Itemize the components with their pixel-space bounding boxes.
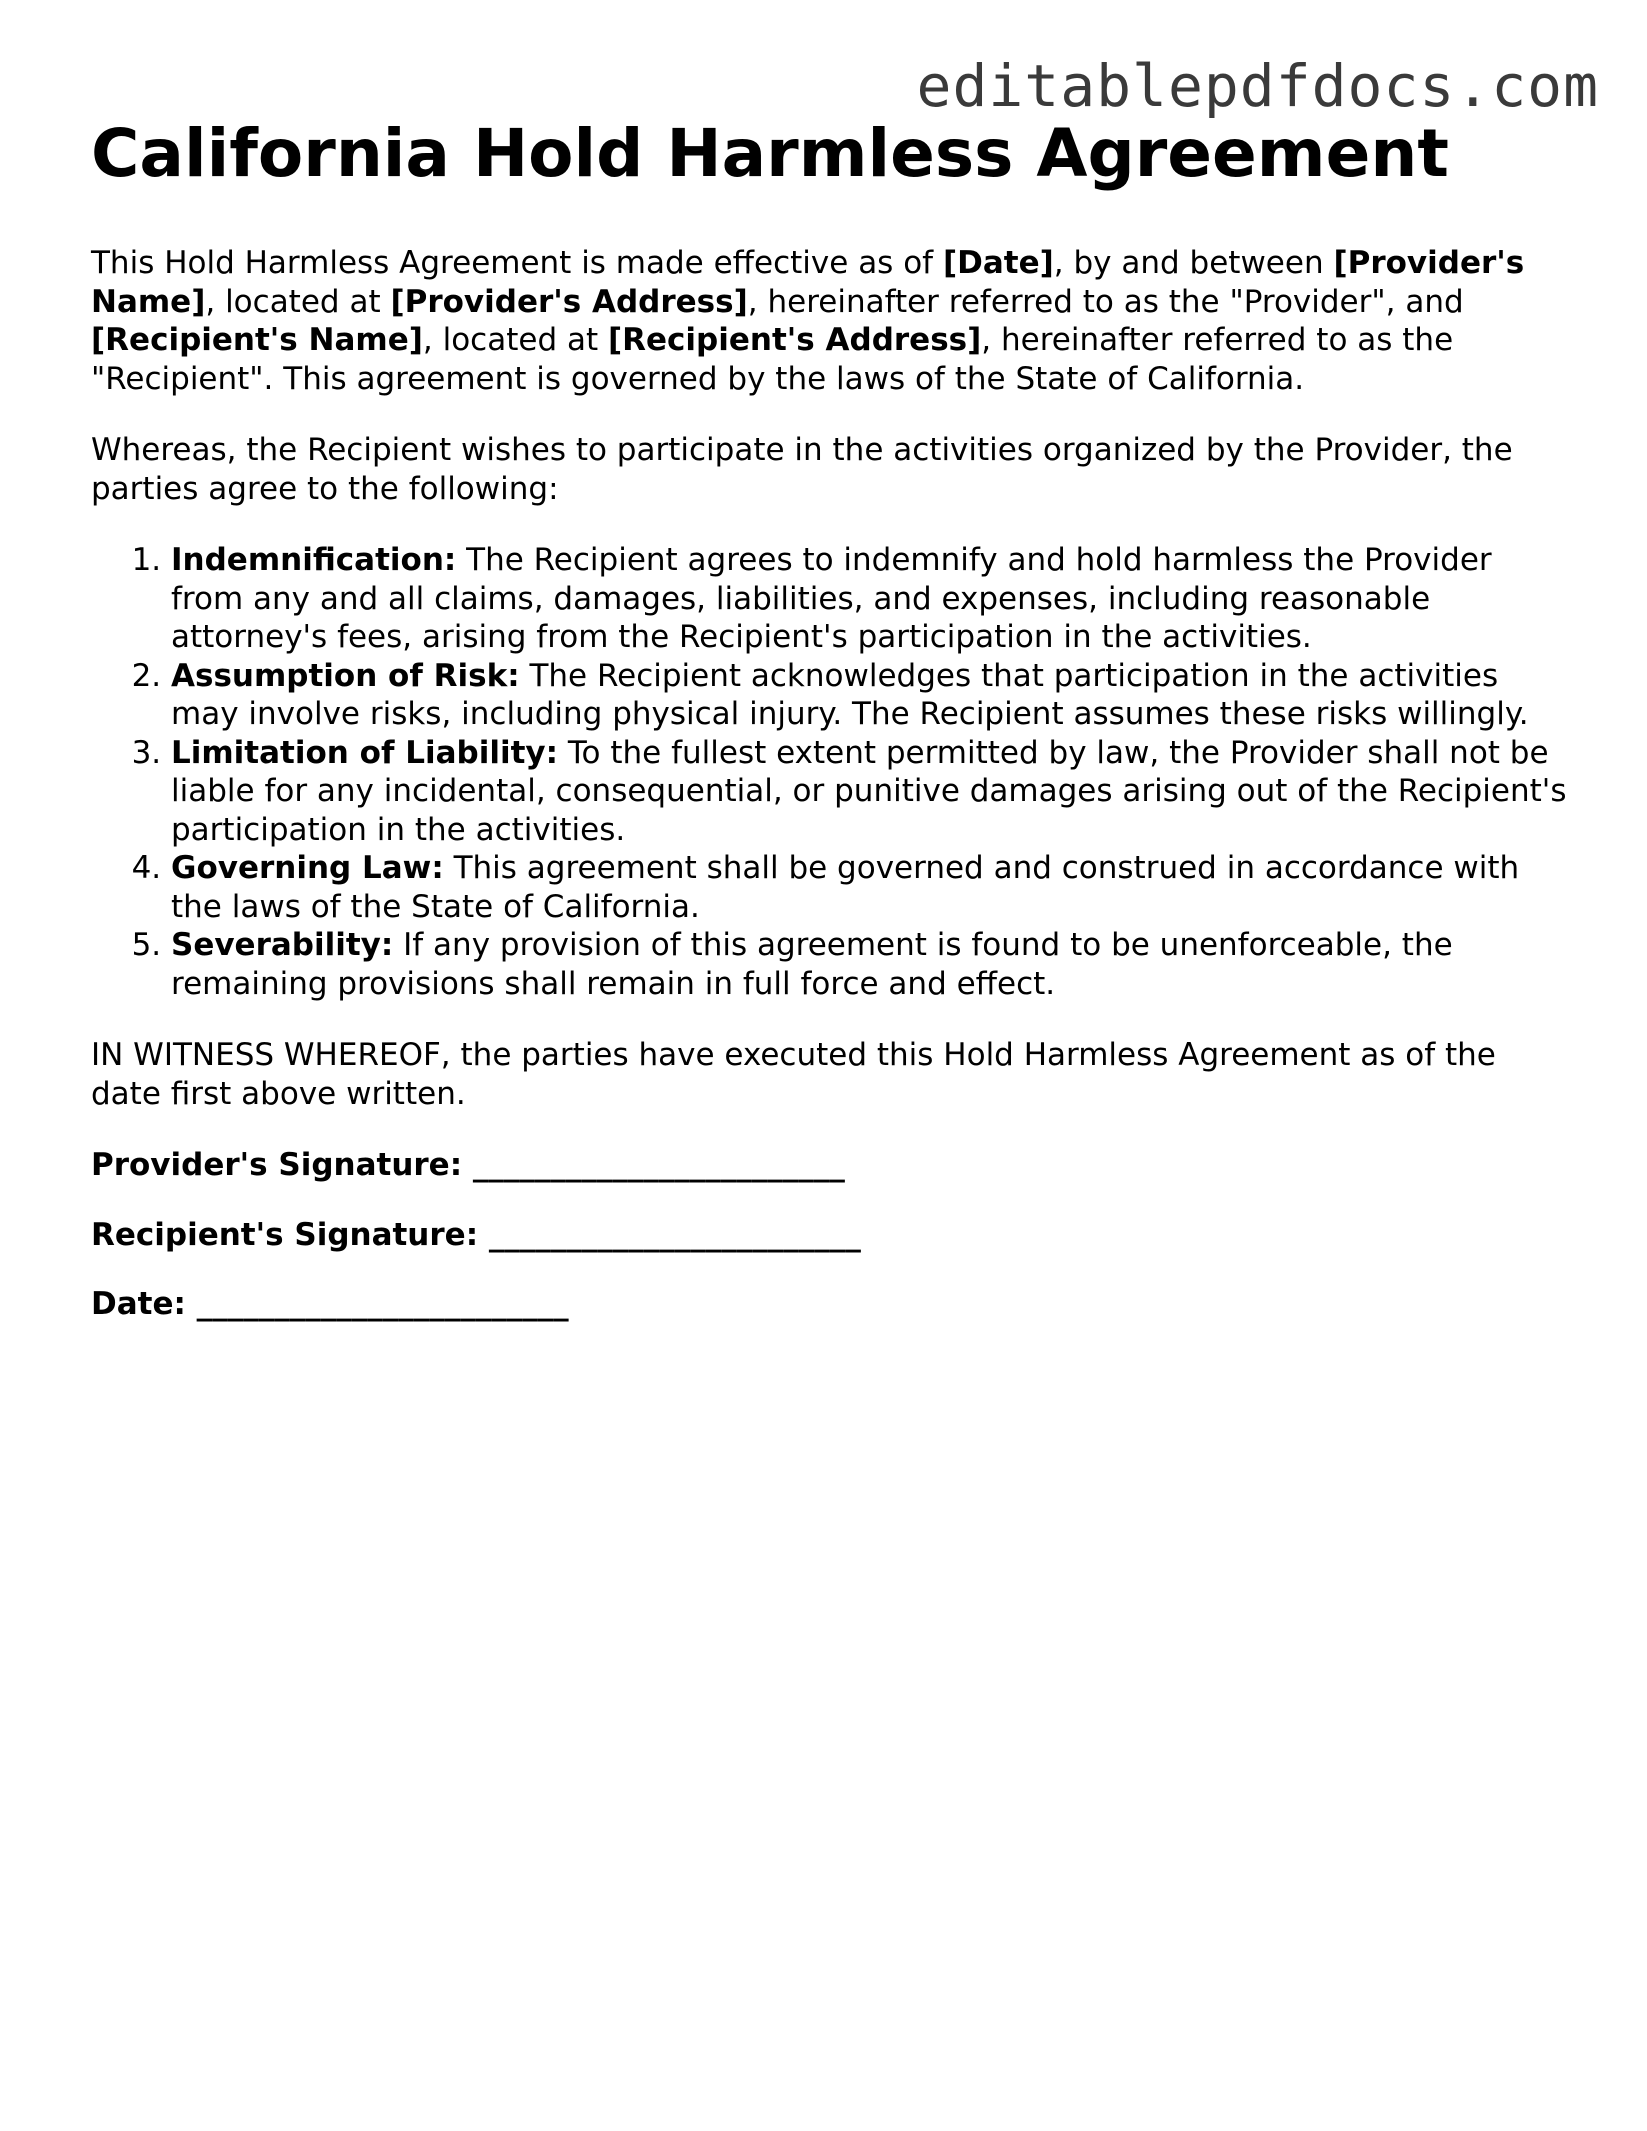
provider-address-placeholder: [Provider's Address] (390, 283, 748, 320)
recipient-address-placeholder: [Recipient's Address] (607, 322, 982, 358)
clause-text: If any provision of this agreement is found to be unenforceable, the remaining provisions shall remain in full force and effect. (171, 927, 1453, 1002)
clause-text: To the fullest extent permitted by law, the Provider shall not be liable for any incidental, consequential, or punitive damages arising out of the Recipient's participation in the activities. (171, 734, 1567, 848)
clause-item (171, 926, 1571, 1003)
clause-heading: Indemnification: (171, 542, 457, 578)
document-title: California Hold Harmless Agreement (91, 115, 1449, 192)
clause-item (171, 657, 1571, 734)
witness-paragraph: IN WITNESS WHEREOF, the parties have executed this Hold Harmless Agreement as of the date first above written. (91, 1037, 1496, 1112)
whereas-paragraph: Whereas, the Recipient wishes to participate in the activities organized by the Provider, the parties agree to the following: (91, 432, 1513, 507)
recipient-name-placeholder: [Recipient's Name] (91, 322, 423, 358)
clause-item (171, 541, 1571, 657)
clause-text: The Recipient agrees to indemnify and hold harmless the Provider from any and all claims, damages, liabilities, and expenses, including reasonable attorney's fees, arising from the Recipient's participation in the activities. (171, 542, 1492, 655)
intro-text: , located at (422, 322, 608, 358)
clause-text: The Recipient acknowledges that participation in the activities may involve risks, including physical injury. The Recipient assumes these risks willingly. (171, 657, 1529, 732)
watermark: editablepdfdocs.com (916, 52, 1599, 120)
provider-name-placeholder: [Provider's Name] (91, 245, 1525, 320)
clause-item (171, 734, 1571, 850)
intro-text: , hereinafter referred to as the "Provider", and (747, 283, 1464, 320)
intro-text: This Hold Harmless Agreement is made effective as of (91, 245, 943, 281)
clause-text: This agreement shall be governed and construed in accordance with the laws of the State of California. (171, 850, 1520, 925)
clause-heading: Severability: (171, 927, 394, 963)
clause-heading: Assumption of Risk: (171, 657, 520, 694)
date-placeholder: [Date] (942, 245, 1054, 281)
intro-text: , located at (205, 283, 391, 320)
document-body (91, 112, 1571, 1324)
recipient-signature-line[interactable]: Recipient's Signature: ________________________ (91, 1216, 861, 1253)
date-signature-line[interactable]: Date: ________________________ (91, 1286, 569, 1322)
clause-heading: Governing Law: (171, 850, 444, 886)
provider-signature-line[interactable]: Provider's Signature: ________________________ (91, 1147, 845, 1183)
intro-text: , by and between (1053, 245, 1334, 281)
clause-item (171, 849, 1571, 926)
clause-heading: Limitation of Liability: (171, 734, 559, 771)
intro-paragraph (91, 244, 1571, 398)
clause-list (91, 541, 1571, 1003)
intro-text: , hereinafter referred to as the "Recipient". This agreement is governed by the laws of the State of California. (91, 322, 1454, 397)
